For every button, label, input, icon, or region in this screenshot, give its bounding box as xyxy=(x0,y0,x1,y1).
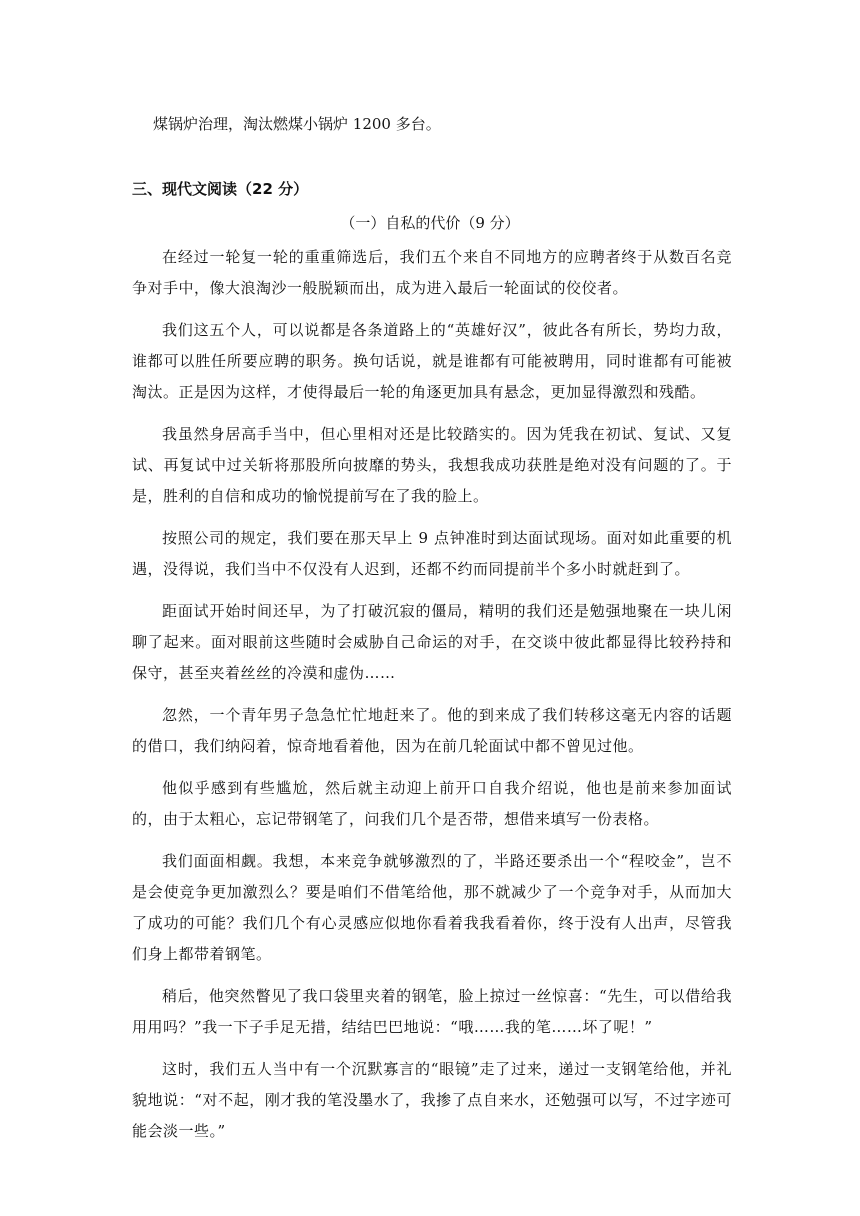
article-body xyxy=(132,242,732,1158)
paragraph: 他似乎感到有些尴尬，然后就主动迎上前开口自我介绍说，他也是前来参加面试的，由于太粗心，忘记带钢笔了，问我们几个是否带，想借来填写一份表格。 xyxy=(132,779,732,828)
paragraph: 我们面面相觑。我想，本来竞争就够激烈的了，半路还要杀出一个“程咬金”，岂不是会使竞争更加激烈么？要是咱们不借笔给他，那不就减少了一个竞争对手，从而加大了成功的可能？我们几个有心灵感应似地你看着我我看着你，终于没有人出声，尽管我们身上都带着钢笔。 xyxy=(132,852,732,963)
section-heading: 三、现代文阅读（22 分） xyxy=(132,180,309,198)
paragraph: 忽然，一个青年男子急急忙忙地赶来了。他的到来成了我们转移这毫无内容的话题的借口，我们纳闷着，惊奇地看着他，因为在前几轮面试中都不曾见过他。 xyxy=(132,706,732,755)
article-title: （一）自私的代价（9 分） xyxy=(340,214,520,232)
paragraph: 这时，我们五人当中有一个沉默寡言的“眼镜”走了过来，递过一支钢笔给他，并礼貌地说：“对不起，刚才我的笔没墨水了，我掺了点自来水，还勉强可以写，不过字迹可能会淡一些。” xyxy=(132,1060,732,1140)
paragraph: 距面试开始时间还早，为了打破沉寂的僵局，精明的我们还是勉强地聚在一块儿闲聊了起来。面对眼前这些随时会威胁自己命运的对手，在交谈中彼此都显得比较矜持和保守，甚至夹着丝丝的冷漠和虚伪…… xyxy=(132,602,732,682)
paragraph: 我虽然身居高手当中，但心里相对还是比较踏实的。因为凭我在初试、复试、又复试、再复试中过关斩将那股所向披靡的势头，我想我成功获胜是绝对没有问题的了。于是，胜利的自信和成功的愉悦提前写在了我的脸上。 xyxy=(132,425,732,505)
paragraph: 在经过一轮复一轮的重重筛选后，我们五个来自不同地方的应聘者终于从数百名竞争对手中，像大浪淘沙一般脱颖而出，成为进入最后一轮面试的佼佼者。 xyxy=(132,248,732,297)
paragraph: 稍后，他突然瞥见了我口袋里夹着的钢笔，脸上掠过一丝惊喜：“先生，可以借给我用用吗？”我一下子手足无措，结结巴巴地说：“哦……我的笔……坏了呢！” xyxy=(132,987,732,1036)
carryover-line: 煤锅炉治理，淘汰燃煤小锅炉 1200 多台。 xyxy=(153,115,441,133)
paragraph: 我们这五个人，可以说都是各条道路上的“英雄好汉”，彼此各有所长，势均力敌，谁都可以胜任所要应聘的职务。换句话说，就是谁都有可能被聘用，同时谁都有可能被淘汰。正是因为这样，才使得最后一轮的角逐更加具有悬念，更加显得激烈和残酷。 xyxy=(132,321,732,401)
paragraph: 按照公司的规定，我们要在那天早上 9 点钟准时到达面试现场。面对如此重要的机遇，没得说，我们当中不仅没有人迟到，还都不约而同提前半个多小时就赶到了。 xyxy=(132,529,732,578)
